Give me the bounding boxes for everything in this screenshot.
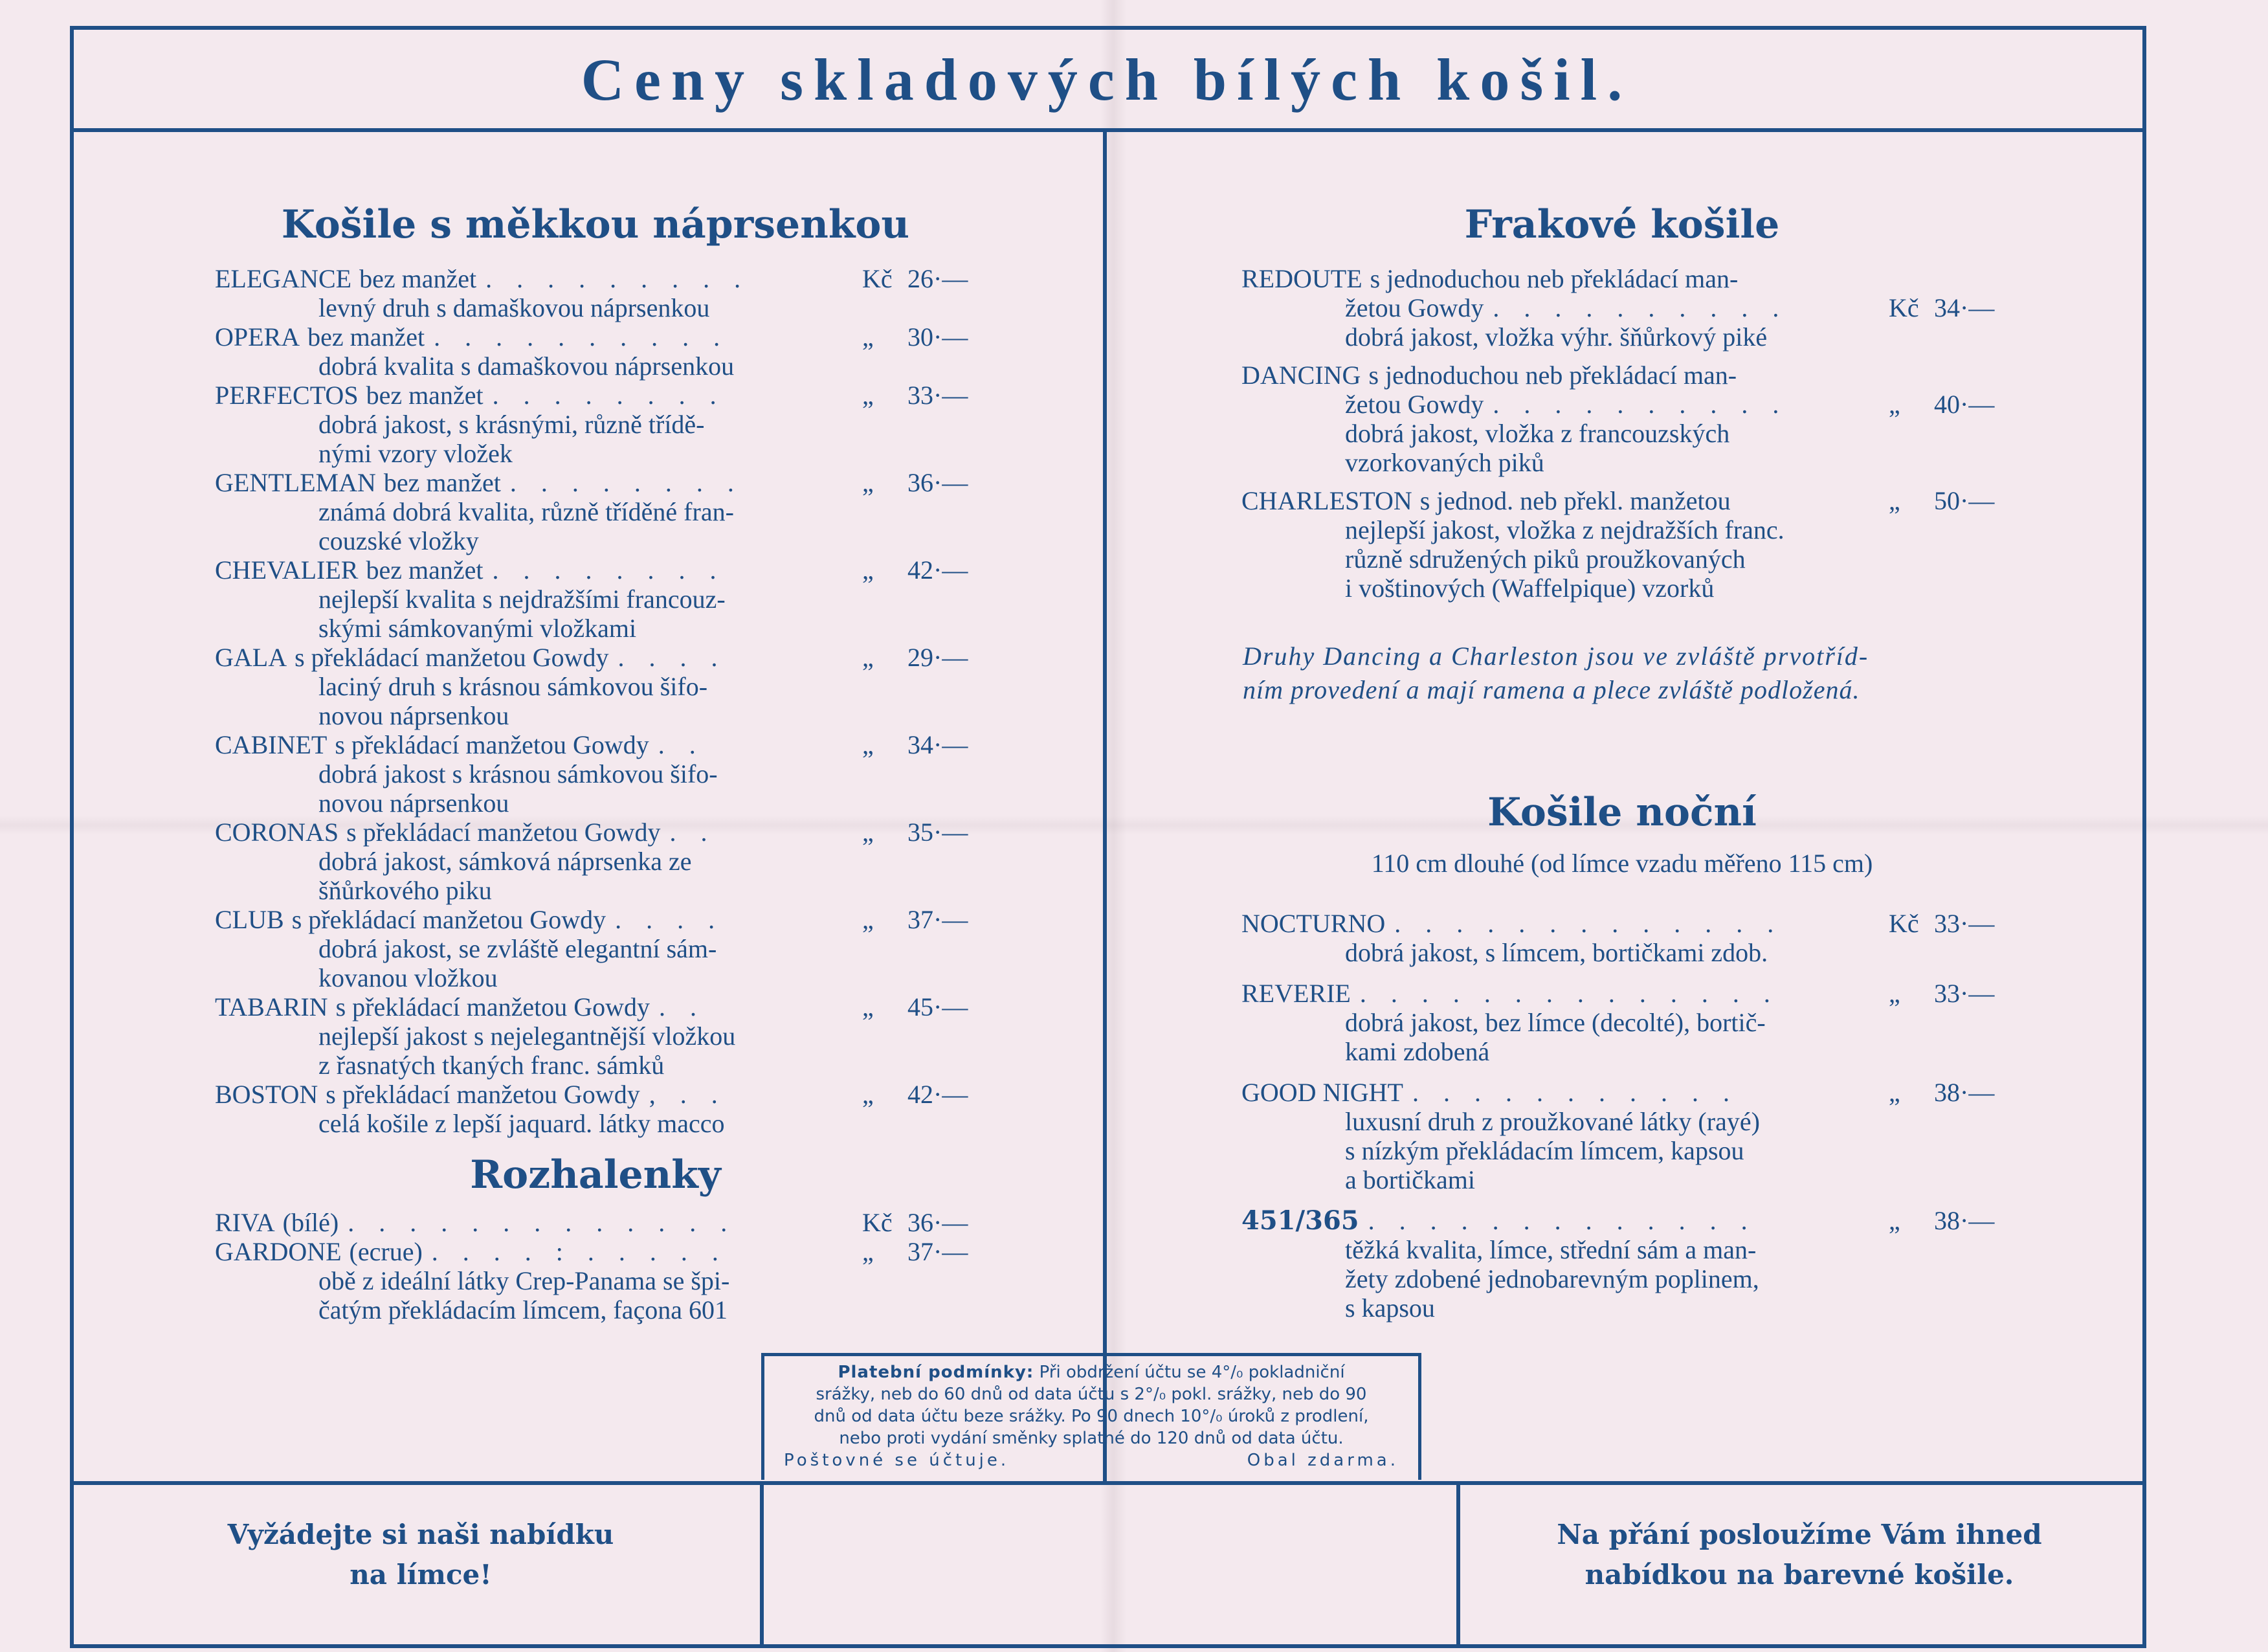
leader-dots: . . . . . . . . . . bbox=[1493, 390, 1788, 419]
price-item bbox=[1241, 486, 2005, 603]
price-item-header bbox=[215, 905, 979, 934]
product-description: s kapsou bbox=[1345, 1293, 1435, 1323]
leader-dots: . . . . . . . . . . . . . bbox=[348, 1208, 737, 1237]
payment-terms-line: dnů od data účtu beze srážky. Po 90 dnech 10°/₀ úroků z prodlení, bbox=[814, 1407, 1369, 1426]
price-amount: 30·— bbox=[907, 322, 968, 352]
price-value bbox=[862, 381, 968, 410]
product-spec: s jednoduchou neb překládací man- bbox=[1368, 361, 1737, 390]
price-value bbox=[1889, 909, 1994, 938]
product-description: laciný druh s krásnou sámkovou šifo- bbox=[318, 672, 708, 701]
product-spec: s překládací manžetou Gowdy bbox=[346, 818, 661, 847]
price-value bbox=[862, 1237, 968, 1266]
leader-dots: . . . . . . . . . . bbox=[434, 322, 729, 352]
product-description: skými sámkovanými vložkami bbox=[318, 614, 637, 643]
colored-shirts-offer-line: Na přání posloužíme Vám ihned bbox=[1557, 1519, 2042, 1550]
payment-terms-line bbox=[764, 1361, 1418, 1383]
note-line: Druhy Dancing a Charleston jsou ve zvláště prvotříd- bbox=[1243, 642, 1869, 671]
price-value bbox=[862, 643, 968, 672]
product-description: vzorkovaných piků bbox=[1345, 448, 1544, 477]
price-item-header bbox=[1241, 264, 2005, 293]
price-amount: 36·— bbox=[907, 1208, 968, 1237]
section-heading-soft-front: Košile s měkkou náprsenkou bbox=[281, 202, 910, 247]
price-amount: 26·— bbox=[907, 264, 968, 293]
product-spec: s překládací manžetou Gowdy bbox=[335, 730, 649, 759]
price-amount: 42·— bbox=[907, 1080, 968, 1109]
product-description: kovanou vložkou bbox=[318, 963, 498, 992]
product-description: dobrá jakost, s límcem, bortičkami zdob. bbox=[1345, 938, 1768, 967]
price-item-header bbox=[215, 468, 979, 497]
currency-mark: „ bbox=[862, 643, 874, 672]
product-name: OPERA bbox=[215, 322, 300, 352]
price-value bbox=[1889, 293, 1994, 322]
product-description: různě sdružených piků proužkovaných bbox=[1345, 544, 1746, 574]
price-amount: 50·— bbox=[1934, 486, 1995, 515]
product-name: CORONAS bbox=[215, 818, 339, 847]
currency-mark: Kč bbox=[1889, 909, 1919, 938]
price-amount: 38·— bbox=[1934, 1206, 1995, 1235]
footer-rule bbox=[74, 1481, 2142, 1485]
note-line: ním provedení a mají ramena a plece zvláště podložená. bbox=[1243, 675, 1860, 704]
product-spec: bez manžet bbox=[307, 322, 425, 352]
product-description: známá dobrá kvalita, různě tříděné fran- bbox=[318, 497, 734, 526]
product-spec: s jednod. neb překl. manžetou bbox=[1419, 486, 1731, 515]
footer-divider-left bbox=[760, 1481, 764, 1648]
leader-dots: . . bbox=[658, 992, 706, 1021]
product-description: novou náprsenkou bbox=[318, 788, 509, 818]
price-value bbox=[862, 264, 968, 293]
price-value bbox=[862, 555, 968, 585]
product-name: CHEVALIER bbox=[215, 555, 359, 585]
price-value bbox=[862, 1208, 968, 1237]
price-item-header bbox=[1241, 361, 2005, 390]
product-spec: s jednoduchou neb překládací man- bbox=[1370, 264, 1739, 293]
product-name: GALA bbox=[215, 643, 287, 672]
currency-mark: „ bbox=[862, 818, 874, 847]
product-name: REVERIE bbox=[1241, 979, 1351, 1008]
footer-divider-right bbox=[1456, 1481, 1460, 1648]
product-name: BOSTON bbox=[215, 1080, 318, 1109]
payment-terms-line: nebo proti vydání směnky splatné do 120 dnů od data účtu. bbox=[839, 1429, 1344, 1448]
product-description: nejlepší kvalita s nejdražšími francouz- bbox=[318, 585, 726, 614]
colored-shirts-offer-line: nabídkou na barevné košile. bbox=[1584, 1559, 2014, 1591]
product-name: 451/365 bbox=[1241, 1205, 1359, 1236]
product-description: dobrá jakost s krásnou sámkovou šifo- bbox=[318, 759, 718, 788]
price-item-header bbox=[215, 992, 979, 1021]
payment-terms-footer bbox=[764, 1449, 1418, 1471]
currency-mark: Kč bbox=[862, 264, 893, 293]
product-name: ELEGANCE bbox=[215, 264, 352, 293]
product-name: REDOUTE bbox=[1241, 264, 1362, 293]
product-description: luxusní druh z proužkované látky (rayé) bbox=[1345, 1107, 1760, 1136]
price-value bbox=[862, 468, 968, 497]
price-item bbox=[215, 1080, 979, 1138]
price-item-header bbox=[1241, 909, 2005, 938]
section-heading-nocni: Košile noční bbox=[1487, 790, 1757, 835]
product-name: GARDONE bbox=[215, 1237, 342, 1266]
product-description: novou náprsenkou bbox=[318, 701, 509, 730]
product-spec-cont: žetou Gowdy bbox=[1345, 293, 1484, 322]
currency-mark: „ bbox=[862, 730, 874, 759]
currency-mark: „ bbox=[862, 1237, 874, 1266]
product-description: s nízkým překládacím límcem, kapsou bbox=[1345, 1136, 1744, 1165]
product-spec: bez manžet bbox=[359, 264, 477, 293]
product-name: GENTLEMAN bbox=[215, 468, 376, 497]
price-value bbox=[862, 905, 968, 934]
currency-mark: „ bbox=[1889, 1078, 1900, 1107]
product-spec: s překládací manžetou Gowdy bbox=[295, 643, 609, 672]
payment-terms-line: srážky, neb do 60 dnů od data účtu s 2°/₀ pokl. srážky, neb do 90 bbox=[816, 1385, 1367, 1404]
price-item-header bbox=[1241, 979, 2005, 1008]
currency-mark: „ bbox=[862, 1080, 874, 1109]
product-spec: s překládací manžetou Gowdy bbox=[335, 992, 650, 1021]
product-description: a bortičkami bbox=[1345, 1165, 1476, 1194]
product-spec: s překládací manžetou Gowdy bbox=[326, 1080, 640, 1109]
price-item bbox=[1241, 909, 2005, 967]
packing-note: Obal zdarma. bbox=[1247, 1451, 1399, 1470]
currency-mark: „ bbox=[862, 992, 874, 1021]
price-amount: 38·— bbox=[1934, 1078, 1995, 1107]
price-item-header bbox=[215, 1080, 979, 1109]
product-name: CLUB bbox=[215, 905, 284, 934]
product-description: nejlepší jakost, vložka z nejdražších franc. bbox=[1345, 515, 1784, 544]
collar-offer-line: Vyžádejte si naši nabídku bbox=[227, 1519, 614, 1550]
price-item-header bbox=[215, 381, 979, 410]
soft-front-shirt-list bbox=[215, 264, 979, 1138]
price-item-header bbox=[215, 818, 979, 847]
product-spec: (bílé) bbox=[282, 1208, 339, 1237]
price-value bbox=[1889, 1206, 1994, 1235]
payment-terms-text: Při obdržení účtu se 4°/₀ pokladniční bbox=[1039, 1363, 1345, 1382]
price-item bbox=[1241, 1206, 2005, 1323]
price-item bbox=[1241, 1078, 2005, 1194]
price-amount: 33·— bbox=[1934, 979, 1995, 1008]
dancing-charleston-note bbox=[1243, 640, 2013, 707]
product-description: těžká kvalita, límce, střední sám a man- bbox=[1345, 1235, 1757, 1264]
nocni-shirt-list bbox=[1241, 909, 2005, 1334]
product-spec: s překládací manžetou Gowdy bbox=[291, 905, 606, 934]
price-item-header bbox=[1241, 1078, 2005, 1107]
currency-mark: „ bbox=[1889, 1206, 1900, 1235]
price-value bbox=[1889, 979, 1994, 1008]
frakove-shirt-list bbox=[1241, 264, 2005, 612]
product-description: obě z ideální látky Crep-Panama se špi- bbox=[318, 1266, 730, 1295]
price-value bbox=[1889, 390, 1994, 419]
product-description: dobrá jakost, vložka výhr. šňůrkový piké bbox=[1345, 322, 1768, 352]
leader-dots: . . . . . . . . . . . . . bbox=[1368, 1206, 1757, 1235]
price-amount: 37·— bbox=[907, 1237, 968, 1266]
price-amount: 33·— bbox=[1934, 909, 1995, 938]
leader-dots: . . . . : . . . . . bbox=[431, 1237, 728, 1266]
price-amount: 40·— bbox=[1934, 390, 1995, 419]
nocni-length-note: 110 cm dlouhé (od límce vzadu měřeno 115 cm) bbox=[1371, 849, 1873, 878]
price-item-header-cont bbox=[1241, 293, 2005, 322]
section-heading-frakove: Frakové košile bbox=[1464, 202, 1780, 247]
price-item bbox=[215, 905, 979, 992]
leader-dots: . . . . bbox=[615, 905, 724, 934]
price-item bbox=[215, 322, 979, 381]
price-item-header bbox=[215, 555, 979, 585]
leader-dots: . . . . . . . . bbox=[492, 555, 726, 585]
leader-dots: . . . . . . . . . . . . . bbox=[1394, 909, 1783, 938]
colored-shirts-offer-box bbox=[1469, 1515, 2129, 1595]
price-item-header bbox=[1241, 486, 2005, 515]
price-item bbox=[1241, 979, 2005, 1066]
price-item-header bbox=[215, 322, 979, 352]
collar-offer-line: na límce! bbox=[350, 1559, 492, 1591]
currency-mark: „ bbox=[862, 468, 874, 497]
payment-terms-label: Platební podmínky: bbox=[838, 1363, 1034, 1382]
product-spec: bez manžet bbox=[366, 555, 484, 585]
product-description: couzské vložky bbox=[318, 526, 479, 555]
page-title: Ceny skladových bílých košil. bbox=[581, 47, 1633, 113]
product-description: z řasnatých tkaných franc. sámků bbox=[318, 1051, 665, 1080]
product-name: CHARLESTON bbox=[1241, 486, 1412, 515]
price-amount: 34·— bbox=[907, 730, 968, 759]
currency-mark: Kč bbox=[862, 1208, 893, 1237]
price-value bbox=[1889, 1078, 1994, 1107]
currency-mark: „ bbox=[862, 322, 874, 352]
header-rule bbox=[74, 128, 2142, 132]
price-item-header bbox=[215, 730, 979, 759]
product-description: dobrá jakost, vložka z francouzských bbox=[1345, 419, 1730, 448]
product-name: RIVA bbox=[215, 1208, 275, 1237]
price-item bbox=[1241, 361, 2005, 477]
price-item bbox=[215, 818, 979, 905]
leader-dots: . . bbox=[669, 818, 717, 847]
payment-terms-box bbox=[761, 1353, 1421, 1480]
leader-dots: . . . . bbox=[617, 643, 727, 672]
price-item-header bbox=[215, 1237, 979, 1266]
price-item bbox=[215, 1237, 979, 1324]
currency-mark: „ bbox=[862, 905, 874, 934]
leader-dots: . . . . . . . . bbox=[492, 381, 726, 410]
price-value bbox=[862, 730, 968, 759]
product-description: i voštinových (Waffelpique) vzorků bbox=[1345, 574, 1715, 603]
price-amount: 34·— bbox=[1934, 293, 1995, 322]
price-item bbox=[215, 381, 979, 468]
price-item bbox=[215, 555, 979, 643]
price-item-header bbox=[215, 643, 979, 672]
leader-dots: . . . . . . . . . . . . . . bbox=[1359, 979, 1779, 1008]
product-spec: bez manžet bbox=[366, 381, 484, 410]
price-amount: 37·— bbox=[907, 905, 968, 934]
leader-dots: . . . . . . . . . . . bbox=[1412, 1078, 1739, 1107]
product-spec: (ecrue) bbox=[349, 1237, 423, 1266]
currency-mark: Kč bbox=[1889, 293, 1919, 322]
product-description: šňůrkového piku bbox=[318, 876, 492, 905]
product-description: žety zdobené jednobarevným poplinem, bbox=[1345, 1264, 1759, 1293]
product-description: dobrá jakost, bez límce (decolté), bortič- bbox=[1345, 1008, 1766, 1037]
product-name: CABINET bbox=[215, 730, 328, 759]
price-amount: 36·— bbox=[907, 468, 968, 497]
currency-mark: „ bbox=[862, 381, 874, 410]
price-value bbox=[862, 992, 968, 1021]
price-item-header bbox=[215, 1208, 979, 1237]
price-amount: 42·— bbox=[907, 555, 968, 585]
price-item bbox=[215, 992, 979, 1080]
product-description: nejlepší jakost s nejelegantnější vložkou bbox=[318, 1021, 736, 1051]
price-item-header bbox=[215, 264, 979, 293]
price-item bbox=[215, 730, 979, 818]
product-description: čatým překládacím límcem, façona 601 bbox=[318, 1295, 728, 1324]
product-name: TABARIN bbox=[215, 992, 328, 1021]
price-value bbox=[1889, 486, 1994, 515]
leader-dots: , . . bbox=[649, 1080, 727, 1109]
price-amount: 33·— bbox=[907, 381, 968, 410]
collar-offer-box bbox=[91, 1515, 751, 1595]
price-value bbox=[862, 818, 968, 847]
price-amount: 45·— bbox=[907, 992, 968, 1021]
price-item bbox=[215, 643, 979, 730]
product-description: kami zdobená bbox=[1345, 1037, 1490, 1066]
section-heading-rozhalenky: Rozhalenky bbox=[470, 1152, 721, 1198]
price-item-header bbox=[1241, 1206, 2005, 1235]
price-value bbox=[862, 322, 968, 352]
leader-dots: . . . . . . . . bbox=[509, 468, 743, 497]
price-item bbox=[215, 1208, 979, 1237]
product-description: dobrá kvalita s damaškovou náprsenkou bbox=[318, 352, 735, 381]
currency-mark: „ bbox=[1889, 979, 1900, 1008]
product-name: DANCING bbox=[1241, 361, 1361, 390]
price-item bbox=[215, 468, 979, 555]
price-value bbox=[862, 1080, 968, 1109]
postage-note: Poštovné se účtuje. bbox=[784, 1451, 1010, 1470]
product-name: PERFECTOS bbox=[215, 381, 359, 410]
product-spec: bez manžet bbox=[383, 468, 501, 497]
currency-mark: „ bbox=[1889, 486, 1900, 515]
product-name: GOOD NIGHT bbox=[1241, 1078, 1403, 1107]
product-description: nými vzory vložek bbox=[318, 439, 513, 468]
price-amount: 35·— bbox=[907, 818, 968, 847]
currency-mark: „ bbox=[862, 555, 874, 585]
price-item bbox=[215, 264, 979, 322]
product-description: dobrá jakost, se zvláště elegantní sám- bbox=[318, 934, 717, 963]
leader-dots: . . . . . . . . . bbox=[485, 264, 750, 293]
product-name: NOCTURNO bbox=[1241, 909, 1386, 938]
leader-dots: . . . . . . . . . . bbox=[1493, 293, 1788, 322]
product-description: dobrá jakost, s krásnými, různě třídě- bbox=[318, 410, 705, 439]
currency-mark: „ bbox=[1889, 390, 1900, 419]
rozhalenky-list bbox=[215, 1208, 979, 1324]
leader-dots: . . bbox=[658, 730, 705, 759]
product-description: dobrá jakost, sámková náprsenka ze bbox=[318, 847, 692, 876]
price-item-header-cont bbox=[1241, 390, 2005, 419]
price-amount: 29·— bbox=[907, 643, 968, 672]
product-spec-cont: žetou Gowdy bbox=[1345, 390, 1484, 419]
product-description: celá košile z lepší jaquard. látky macco bbox=[318, 1109, 725, 1138]
price-item bbox=[1241, 264, 2005, 352]
product-description: levný druh s damaškovou náprsenkou bbox=[318, 293, 710, 322]
center-divider bbox=[1103, 132, 1107, 1485]
